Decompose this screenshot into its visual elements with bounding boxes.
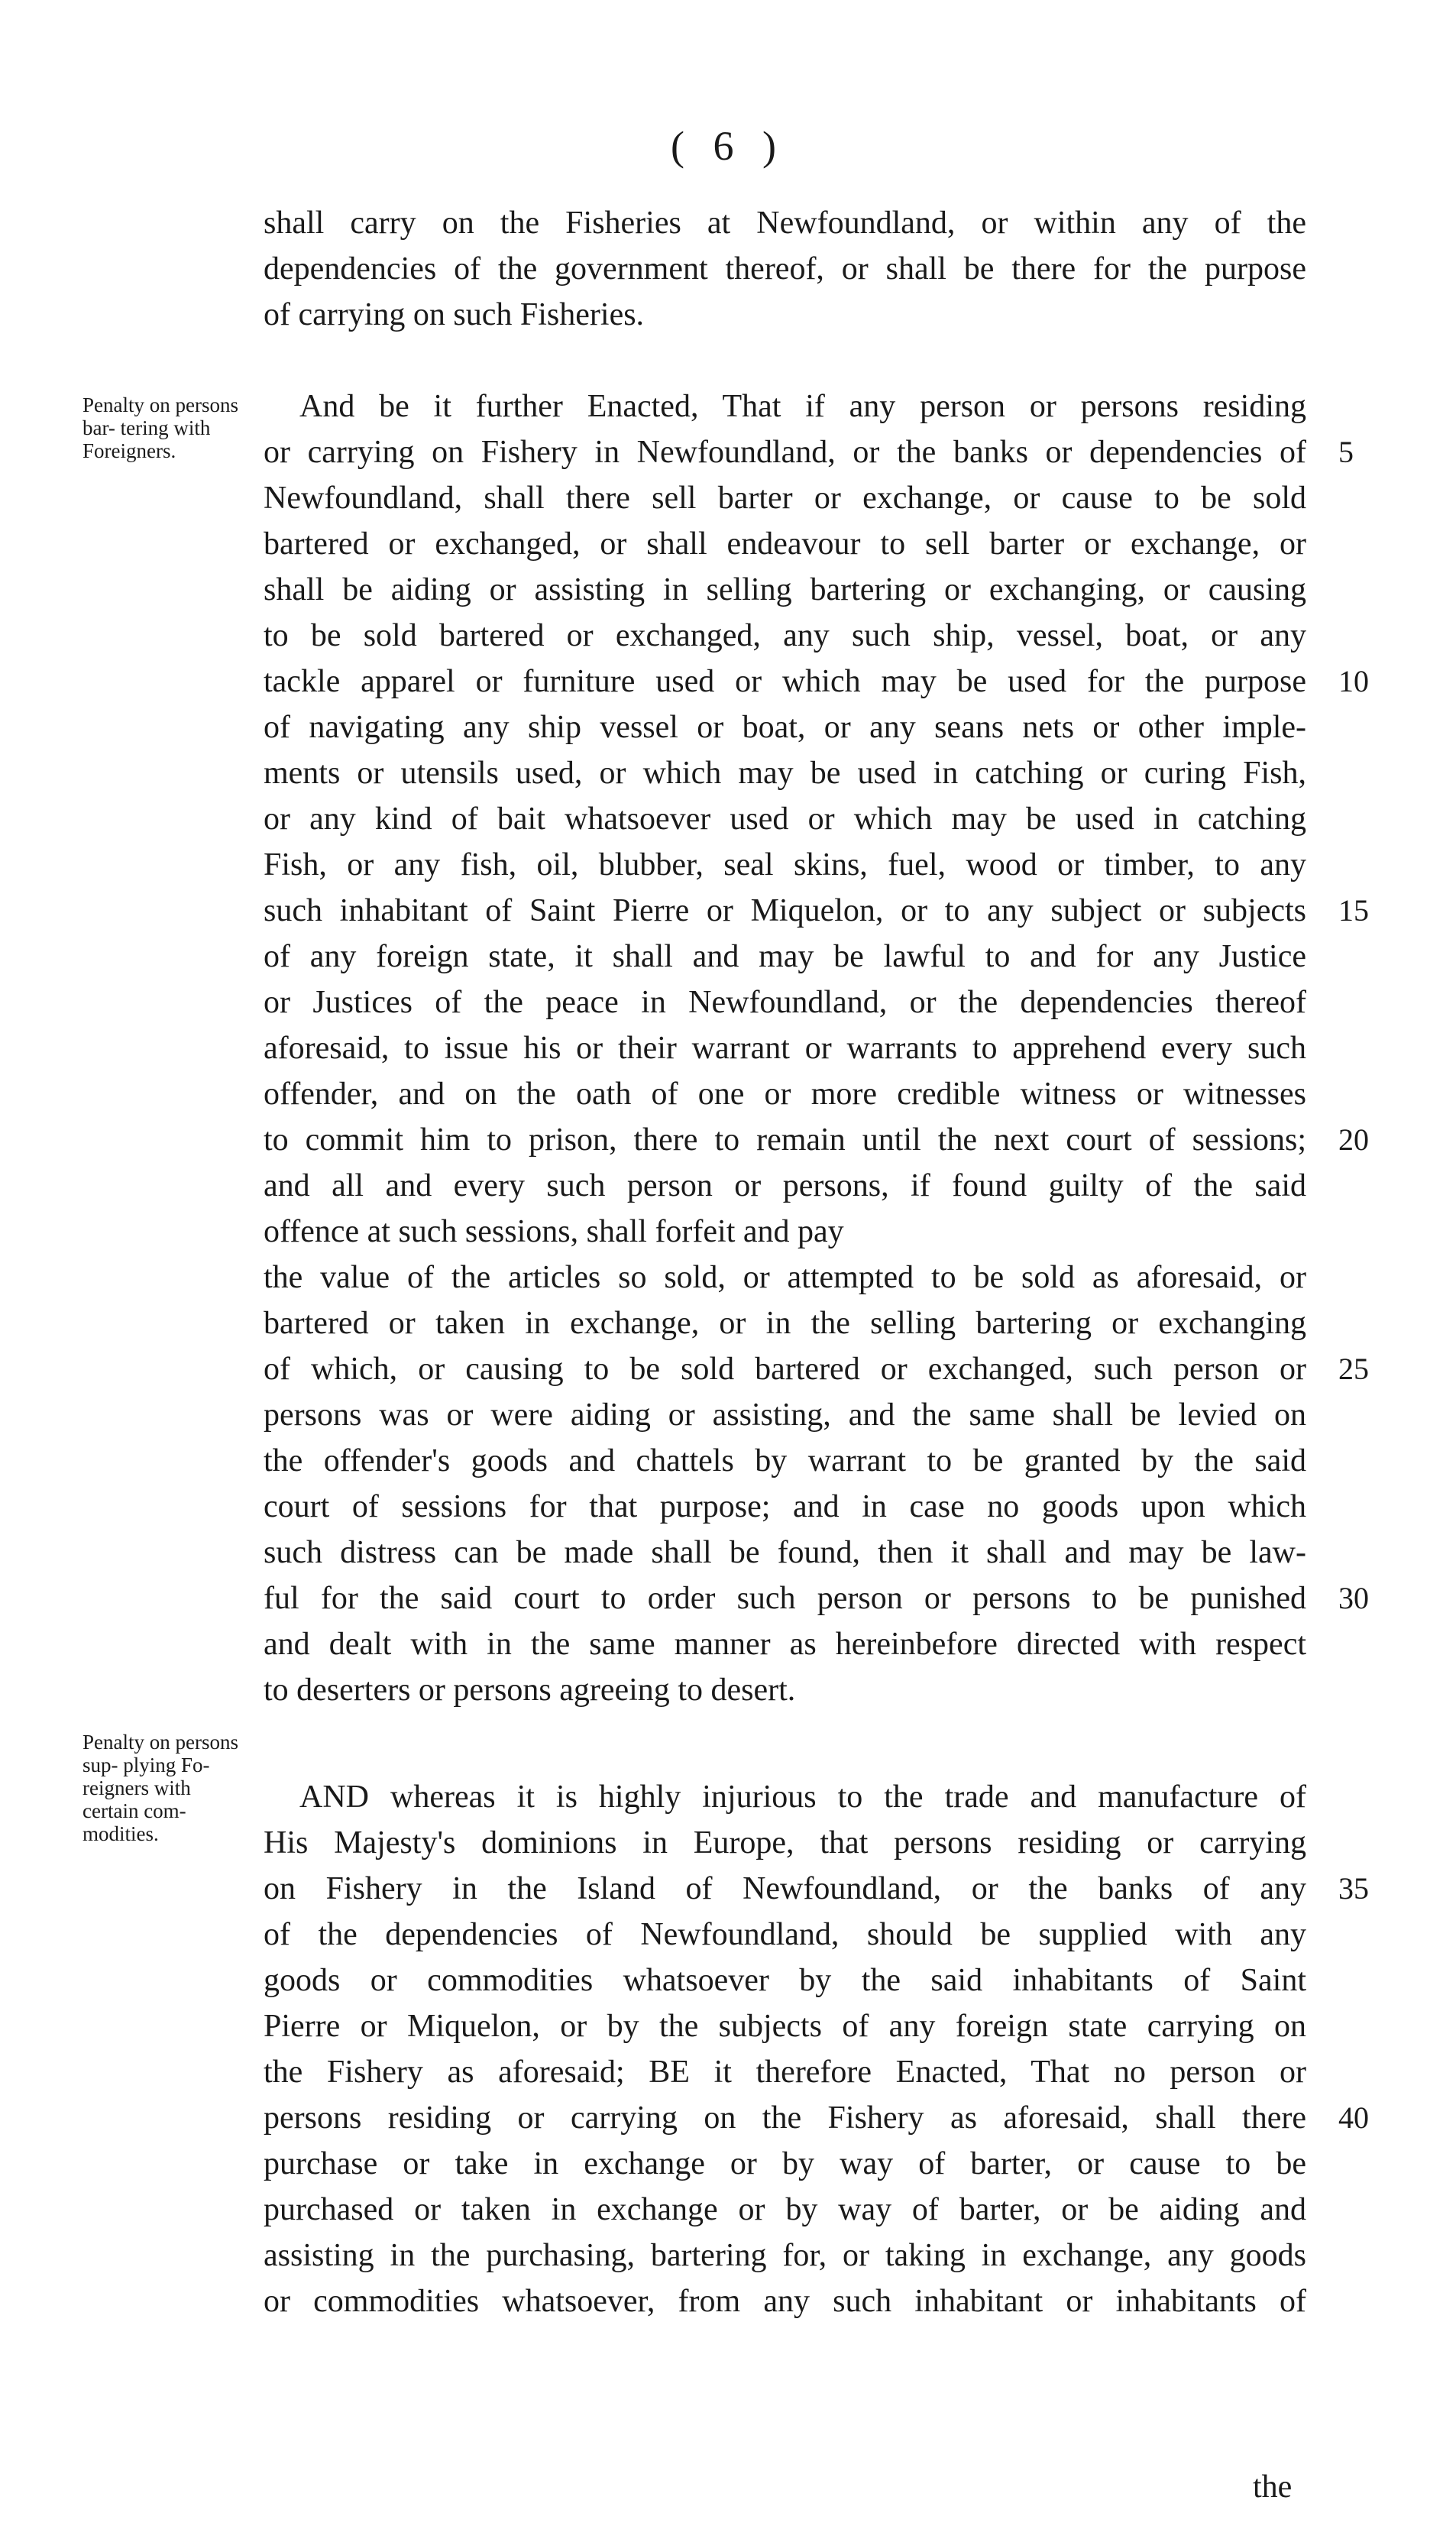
text-line: tackle apparel or furniture used or which may be used for the purpose [264, 664, 1306, 699]
text-line: of any foreign state, it shall and may be lawful to and for any Justice [264, 939, 1306, 974]
text-line: ful for the said court to order such person or persons to be punished [264, 1581, 1306, 1616]
catchword: the [1253, 2469, 1293, 2505]
text-line: of the dependencies of Newfoundland, should be supplied with any [264, 1917, 1306, 1952]
page-number: ( 6 ) [671, 123, 785, 169]
text-line: AND whereas it is highly injurious to the trade and manufacture of [299, 1780, 1306, 1815]
text-line: to be sold bartered or exchanged, any such ship, vessel, boat, or any [264, 618, 1306, 653]
text-line: and all and every such person or persons, if found guilty of the said [264, 1168, 1306, 1203]
text-line: of which, or causing to be sold bartered or exchanged, such person or [264, 1352, 1306, 1387]
text-line: to deserters or persons agreeing to desert. [264, 1673, 796, 1708]
margin-note-supplying: Penalty on persons sup- plying Fo- reigners with certain com- modities. [83, 1731, 238, 1845]
text-line: such distress can be made shall be found, then it shall and may be law- [264, 1535, 1306, 1570]
line-number: 30 [1338, 1581, 1369, 1615]
text-line: bartered or taken in exchange, or in the selling bartering or exchanging [264, 1306, 1306, 1341]
line-number: 35 [1338, 1871, 1369, 1906]
text-line: and dealt with in the same manner as hereinbefore directed with respect [264, 1627, 1306, 1662]
text-line: aforesaid, to issue his or their warrant or warrants to apprehend every such [264, 1031, 1306, 1066]
text-line: of carrying on such Fisheries. [264, 297, 645, 332]
text-line: purchased or taken in exchange or by way of barter, or be aiding and [264, 2192, 1306, 2227]
text-line: ments or utensils used, or which may be used in catching or curing Fish, [264, 756, 1306, 791]
line-number: 15 [1338, 893, 1369, 928]
text-line: or Justices of the peace in Newfoundland, or the dependencies thereof [264, 985, 1306, 1020]
text-line: persons residing or carrying on the Fishery as aforesaid, shall there [264, 2100, 1306, 2136]
text-line: assisting in the purchasing, bartering for, or taking in exchange, any goods [264, 2238, 1306, 2273]
line-number: 40 [1338, 2100, 1369, 2135]
text-line: Pierre or Miquelon, or by the subjects of any foreign state carrying on [264, 2009, 1306, 2044]
text-line: such inhabitant of Saint Pierre or Miquelon, or to any subject or subjects [264, 893, 1306, 928]
text-line: And be it further Enacted, That if any person or persons residing [299, 389, 1306, 424]
margin-note-bartering: Penalty on persons bar- tering with Foreigners. [83, 393, 238, 462]
line-number: 5 [1338, 435, 1354, 469]
text-line: or commodities whatsoever, from any such inhabitant or inhabitants of [264, 2284, 1306, 2319]
text-line: the offender's goods and chattels by warrant to be granted by the said [264, 1443, 1306, 1478]
text-line: persons was or were aiding or assisting, and the same shall be levied on [264, 1397, 1306, 1433]
text-line: shall be aiding or assisting in selling bartering or exchanging, or causing [264, 572, 1306, 607]
text-line: offence at such sessions, shall forfeit and pay [264, 1214, 844, 1249]
text-line: dependencies of the government thereof, or shall be there for the purpose [264, 251, 1306, 287]
line-number: 20 [1338, 1122, 1369, 1157]
text-line: court of sessions for that purpose; and in case no goods upon which [264, 1489, 1306, 1524]
text-line: Fish, or any fish, oil, blubber, seal skins, fuel, wood or timber, to any [264, 847, 1306, 882]
text-line: bartered or exchanged, or shall endeavour to sell barter or exchange, or [264, 526, 1306, 562]
text-line: His Majesty's dominions in Europe, that persons residing or carrying [264, 1825, 1306, 1861]
line-number: 25 [1338, 1352, 1369, 1386]
text-line: purchase or take in exchange or by way of barter, or cause to be [264, 2146, 1306, 2181]
text-line: the Fishery as aforesaid; BE it therefore Enacted, That no person or [264, 2055, 1306, 2090]
text-line: Newfoundland, shall there sell barter or exchange, or cause to be sold [264, 481, 1306, 516]
text-line: shall carry on the Fisheries at Newfoundland, or within any of the [264, 206, 1306, 241]
text-line: or carrying on Fishery in Newfoundland, or the banks or dependencies of [264, 435, 1306, 470]
text-line: or any kind of bait whatsoever used or which may be used in catching [264, 802, 1306, 837]
text-line: on Fishery in the Island of Newfoundland, or the banks of any [264, 1871, 1306, 1906]
text-line: the value of the articles so sold, or attempted to be sold as aforesaid, or [264, 1260, 1306, 1295]
text-line: to commit him to prison, there to remain until the next court of sessions; [264, 1122, 1306, 1158]
line-number: 10 [1338, 664, 1369, 698]
text-line: goods or commodities whatsoever by the said inhabitants of Saint [264, 1963, 1306, 1998]
text-line: of navigating any ship vessel or boat, or any seans nets or other imple- [264, 710, 1306, 745]
text-line: offender, and on the oath of one or more credible witness or witnesses [264, 1077, 1306, 1112]
